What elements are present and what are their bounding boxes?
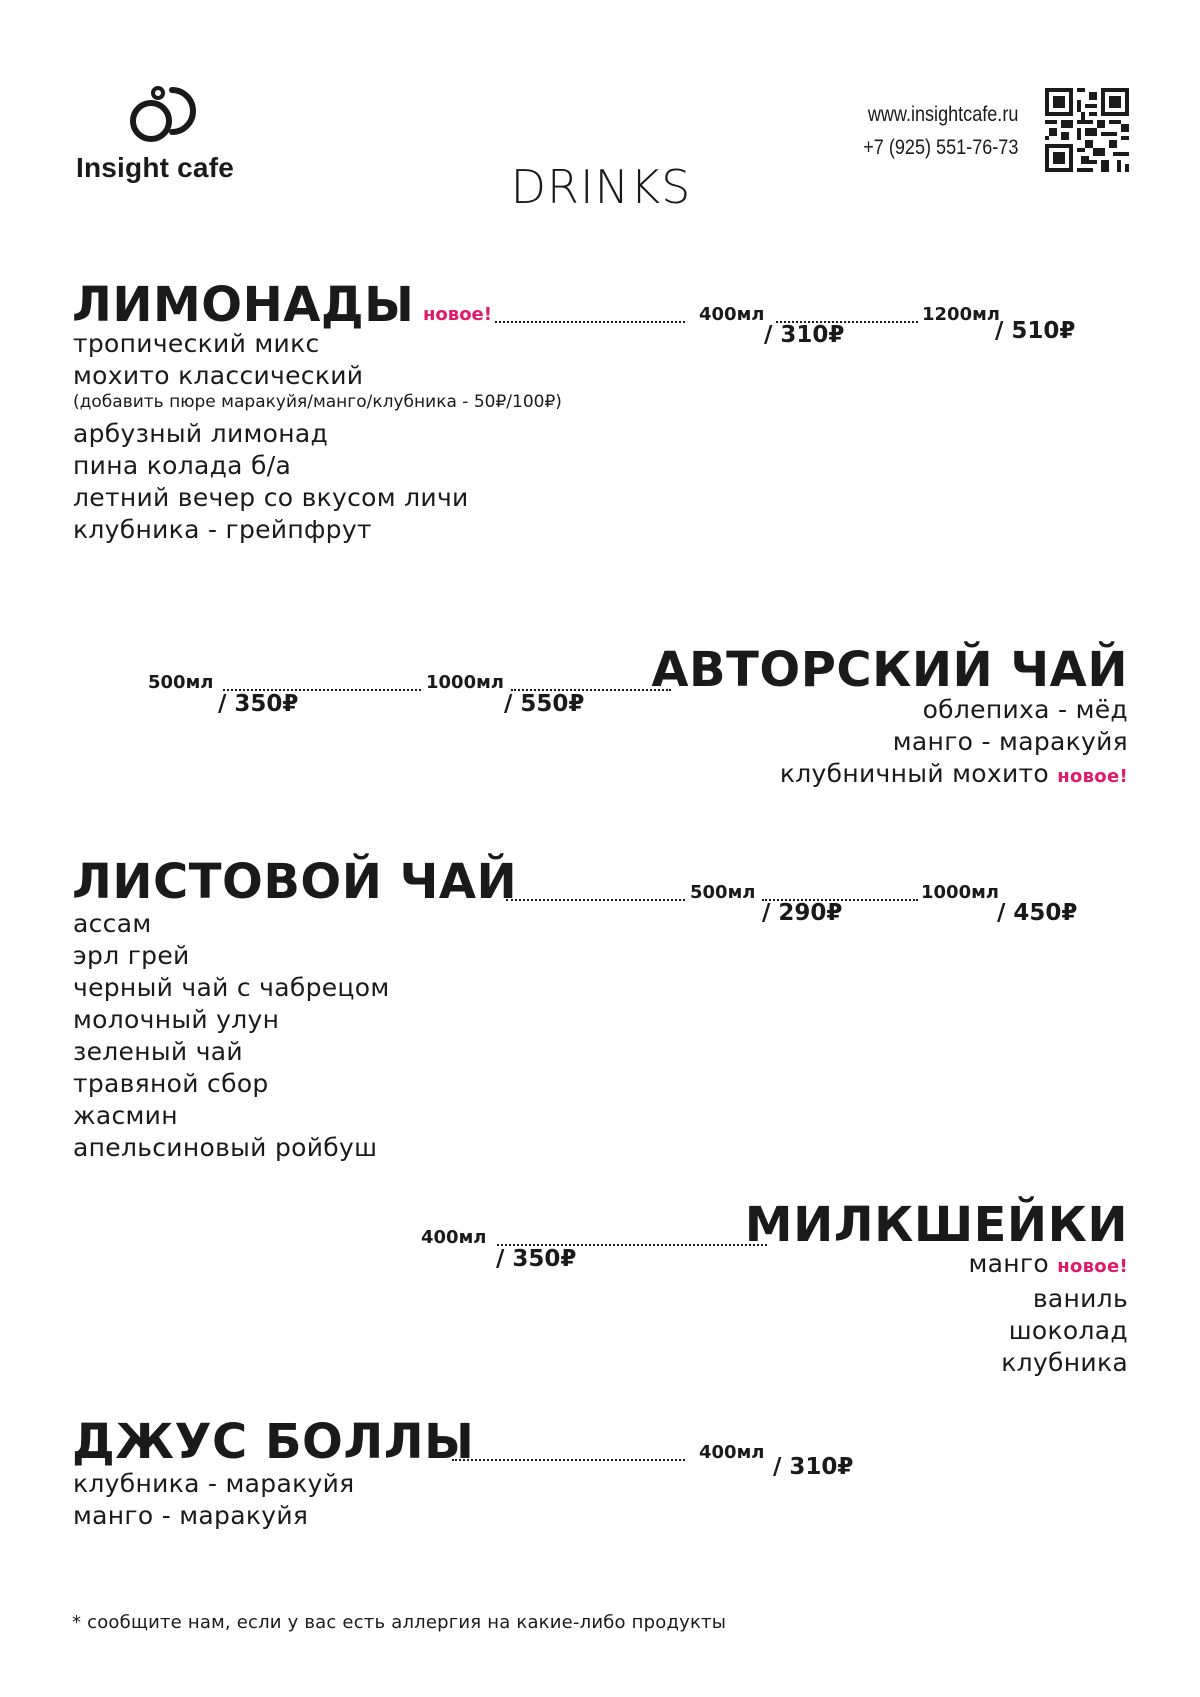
size-price: / 290₽	[762, 900, 843, 926]
size-volume: 400мл	[699, 304, 765, 325]
menu-item: пина колада б/а	[73, 451, 292, 480]
qr-code-icon[interactable]	[1045, 88, 1129, 172]
menu-item: жасмин	[73, 1101, 178, 1130]
size-price: / 550₽	[504, 691, 585, 717]
website-link[interactable]: www.insightcafe.ru	[867, 103, 1018, 126]
menu-item: летний вечер со вкусом личи	[73, 483, 469, 512]
menu-item: шоколад	[1008, 1316, 1128, 1345]
size-volume: 1200мл	[922, 304, 1000, 325]
new-badge: новое!	[1057, 766, 1128, 787]
item-list-lemonades	[73, 328, 562, 546]
size-volume: 500мл	[148, 672, 214, 693]
menu-item-note: (добавить пюре маракуйя/манго/клубника - 50₽/100₽)	[73, 392, 562, 412]
menu-item: апельсиновый ройбуш	[73, 1133, 378, 1162]
menu-item: клубничный мохито новое!	[779, 759, 1128, 788]
size-volume: 400мл	[421, 1227, 487, 1248]
phone-number[interactable]: +7 (925) 551-76-73	[862, 136, 1018, 159]
menu-item: травяной сбор	[73, 1069, 269, 1098]
size-price: / 510₽	[995, 318, 1076, 344]
section-title-milkshakes: МИЛКШЕЙКИ	[744, 1197, 1128, 1253]
menu-item: мохито классический	[73, 361, 364, 390]
new-badge: новое!	[423, 304, 492, 325]
menu-item: манго - маракуйя	[73, 1501, 309, 1530]
leader-dots	[452, 1459, 685, 1461]
menu-item: клубника - маракуйя	[73, 1469, 355, 1498]
size-price: / 350₽	[218, 691, 299, 717]
size-volume: 1000мл	[426, 672, 504, 693]
menu-item: манго - маракуйя	[892, 727, 1128, 756]
item-list-author-tea	[780, 694, 1128, 793]
logo-icon	[126, 84, 196, 144]
size-price: / 350₽	[496, 1246, 577, 1272]
brand-name: Insight cafe	[76, 152, 234, 183]
menu-item: эрл грей	[73, 941, 190, 970]
menu-item: тропический микс	[73, 329, 320, 358]
size-volume: 500мл	[690, 882, 756, 903]
menu-item: ваниль	[1032, 1284, 1128, 1313]
menu-item: черный чай с чабрецом	[73, 973, 390, 1002]
menu-item: ассам	[73, 909, 152, 938]
leader-dots	[506, 899, 685, 901]
allergy-footnote: * сообщите нам, если у вас есть аллергия на какие-либо продукты	[72, 1612, 727, 1633]
item-list-juice-balls	[73, 1468, 354, 1532]
leader-dots	[495, 321, 685, 323]
size-price: / 310₽	[764, 322, 845, 348]
menu-item: зеленый чай	[73, 1037, 243, 1066]
page-title: DRINKS	[510, 160, 692, 214]
section-title-author-tea: АВТОРСКИЙ ЧАЙ	[651, 642, 1128, 698]
menu-item: клубника	[1001, 1348, 1128, 1377]
size-volume: 1000мл	[921, 882, 999, 903]
menu-item: клубника - грейпфрут	[73, 515, 372, 544]
size-price: / 310₽	[773, 1454, 854, 1480]
menu-item: молочный улун	[73, 1005, 280, 1034]
contact-block	[863, 98, 1018, 164]
size-price: / 450₽	[997, 900, 1078, 926]
size-volume: 400мл	[699, 1442, 765, 1463]
menu-item: арбузный лимонад	[73, 419, 329, 448]
section-title-juice-balls: ДЖУС БОЛЛЫ	[72, 1414, 475, 1470]
section-title-lemonades: ЛИМОНАДЫ	[72, 277, 415, 333]
menu-item: манго новое!	[968, 1249, 1128, 1278]
item-list-leaf-tea	[73, 908, 390, 1164]
menu-item: облепиха - мёд	[922, 695, 1128, 724]
item-list-milkshakes	[969, 1248, 1129, 1379]
new-badge: новое!	[1057, 1256, 1128, 1277]
section-title-leaf-tea: ЛИСТОВОЙ ЧАЙ	[72, 854, 518, 910]
